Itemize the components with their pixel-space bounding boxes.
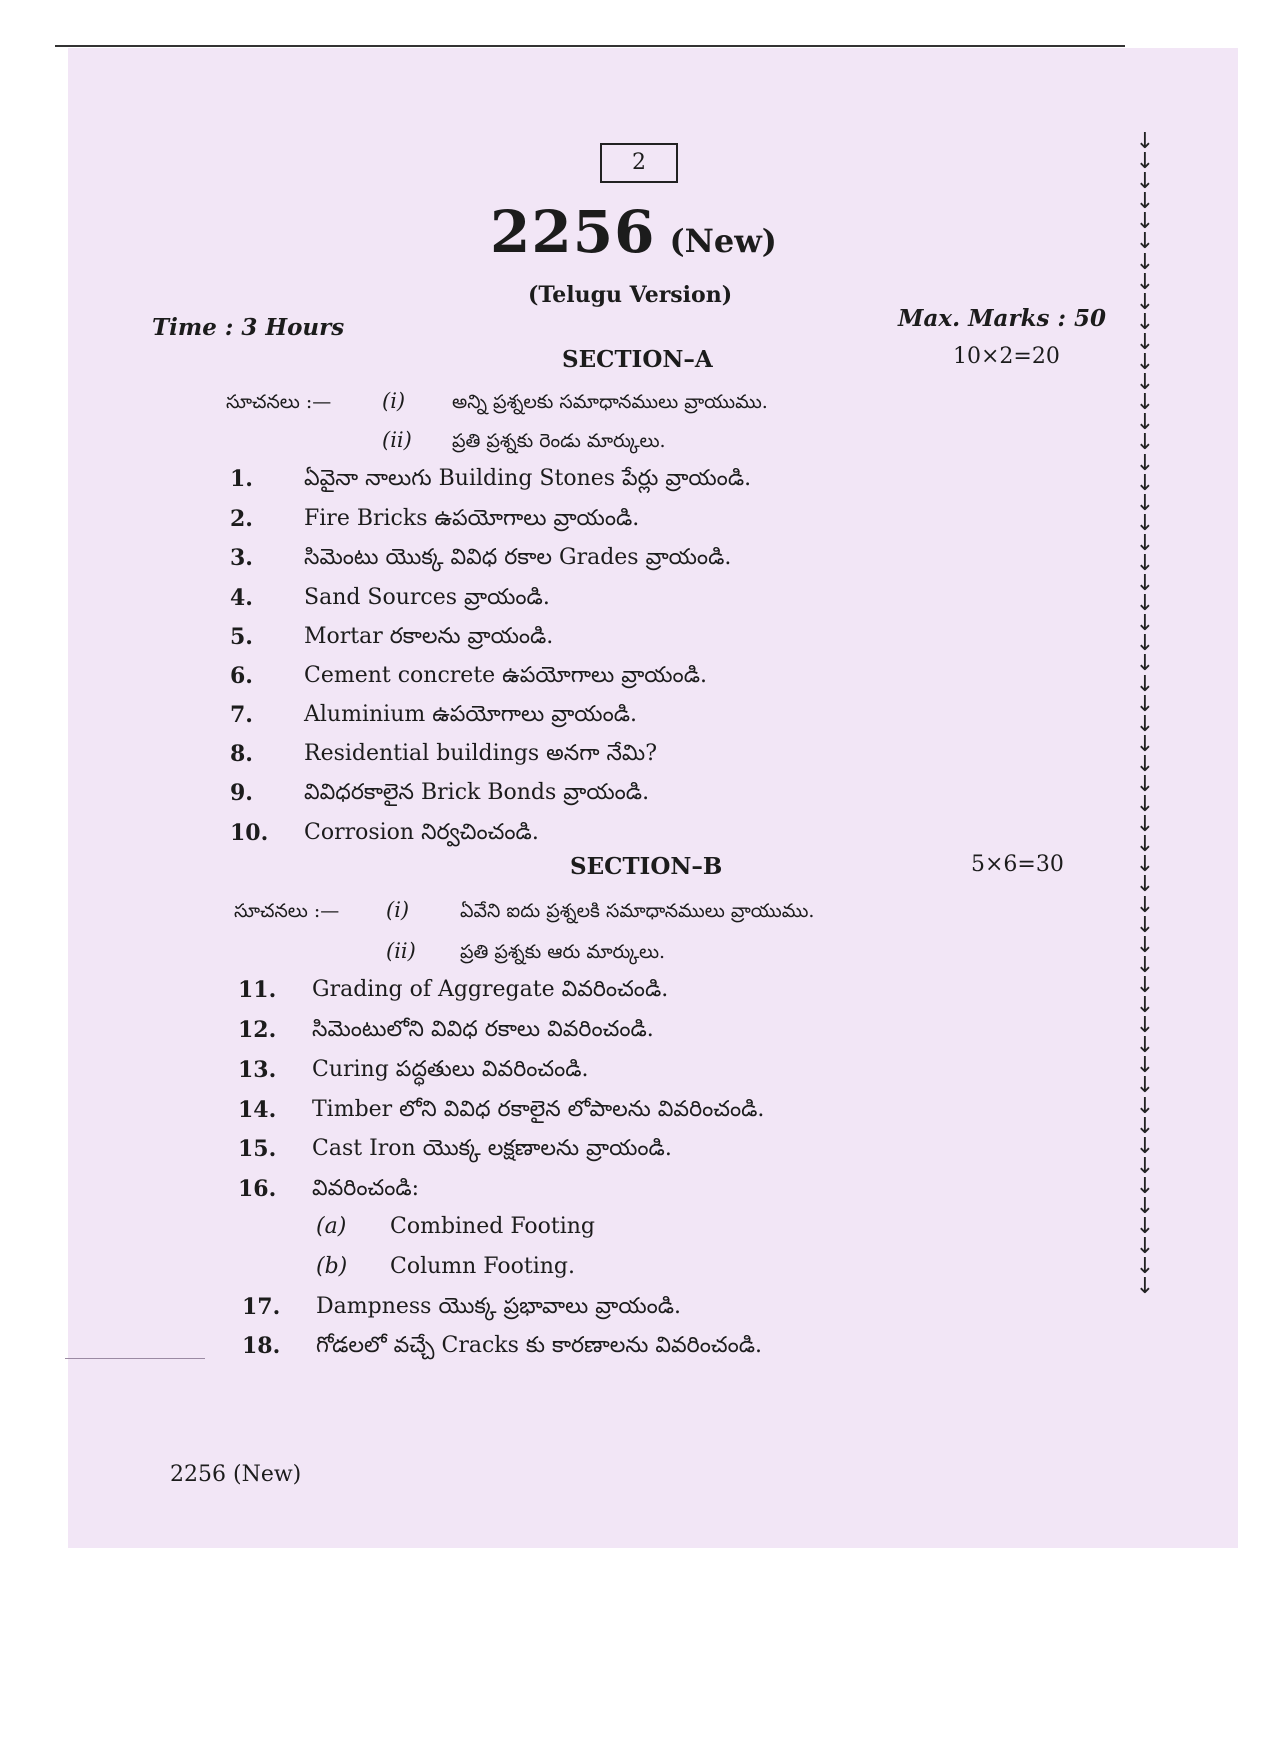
question-text: Cement concrete ఉపయోగాలు వ్రాయండి. [304, 663, 707, 688]
down-arrow-icon: ↓ [1135, 510, 1155, 536]
section-a-score: 10×2=20 [953, 344, 1060, 369]
down-arrow-icon: ↓ [1135, 591, 1155, 617]
question-number: 7. [230, 702, 253, 728]
paper-code [490, 198, 777, 266]
question-text: ఏవైనా నాలుగు Building Stones పేర్లు వ్రాయండి. [304, 466, 752, 491]
down-arrow-icon: ↓ [1135, 1254, 1155, 1280]
section-b-note-label: సూచనలు :— [234, 900, 340, 922]
down-arrow-icon: ↓ [1135, 792, 1155, 818]
section-a-note-num: (ii) [382, 428, 412, 452]
down-arrow-icon: ↓ [1135, 892, 1155, 918]
page-number-box: 2 [600, 143, 678, 183]
max-marks-label: Max. Marks : 50 [898, 305, 1106, 332]
down-arrow-icon: ↓ [1135, 149, 1155, 175]
down-arrow-icon: ↓ [1135, 470, 1155, 496]
down-arrow-icon: ↓ [1135, 350, 1155, 376]
question-number: 12. [238, 1017, 277, 1043]
question-number: 6. [230, 663, 253, 689]
question-text: Mortar రకాలను వ్రాయండి. [304, 624, 554, 649]
sub-item-label: (a) [316, 1214, 347, 1239]
down-arrow-icon: ↓ [1135, 1153, 1155, 1179]
paper-code-number: 2256 [490, 198, 656, 266]
question-number: 10. [230, 820, 269, 846]
down-arrow-icon: ↓ [1135, 209, 1155, 235]
down-arrow-icon: ↓ [1135, 651, 1155, 677]
down-arrow-icon: ↓ [1135, 731, 1155, 757]
section-b-note-text: ప్రతి ప్రశ్నకు ఆరు మార్కులు. [460, 941, 666, 963]
down-arrow-icon: ↓ [1135, 691, 1155, 717]
question-text: Cast Iron యొక్క లక్షణాలను వ్రాయండి. [312, 1136, 672, 1161]
question-text: Corrosion నిర్వచించండి. [304, 820, 539, 845]
question-text: సిమెంటు యొక్క వివిధ రకాల Grades వ్రాయండి. [304, 545, 732, 570]
question-text: Residential buildings అనగా నేమి? [304, 741, 657, 766]
question-number: 11. [238, 977, 277, 1003]
down-arrow-icon: ↓ [1135, 1073, 1155, 1099]
question-text: వివరించండి: [312, 1176, 420, 1201]
down-arrow-icon: ↓ [1135, 772, 1155, 797]
down-arrow-icon: ↓ [1135, 611, 1155, 637]
question-text: Dampness యొక్క ప్రభావాలు వ్రాయండి. [316, 1294, 682, 1319]
down-arrow-icon: ↓ [1135, 812, 1155, 838]
down-arrow-icon: ↓ [1135, 430, 1155, 456]
down-arrow-icon: ↓ [1135, 1093, 1155, 1119]
down-arrow-icon: ↓ [1135, 370, 1155, 396]
top-rule [55, 45, 1125, 47]
section-b-note-num: (i) [386, 898, 410, 922]
version-label: (Telugu Version) [528, 282, 733, 308]
section-a-title: SECTION–A [562, 346, 713, 373]
down-arrow-icon: ↓ [1135, 1033, 1155, 1059]
footer-paper-code: 2256 (New) [170, 1462, 302, 1487]
section-a-note-text: అన్ని ప్రశ్నలకు సమాధానములు వ్రాయుము. [452, 391, 768, 413]
question-number: 5. [230, 624, 253, 650]
question-number: 4. [230, 585, 253, 611]
question-text: గోడలలో వచ్చే Cracks కు కారణాలను వివరించండి. [316, 1333, 763, 1358]
stray-mark [65, 1358, 205, 1359]
margin-arrow-column [1130, 129, 1160, 1300]
section-a-note-label: సూచనలు :— [226, 391, 332, 413]
down-arrow-icon: ↓ [1135, 1214, 1155, 1240]
down-arrow-icon: ↓ [1135, 1053, 1155, 1079]
down-arrow-icon: ↓ [1135, 631, 1155, 657]
time-label: Time : 3 Hours [152, 314, 345, 341]
question-number: 13. [238, 1057, 277, 1083]
down-arrow-icon: ↓ [1135, 972, 1155, 998]
down-arrow-icon: ↓ [1135, 129, 1155, 154]
down-arrow-icon: ↓ [1135, 932, 1155, 958]
question-number: 15. [238, 1136, 277, 1162]
down-arrow-icon: ↓ [1135, 490, 1155, 516]
down-arrow-icon: ↓ [1135, 852, 1155, 878]
paper-code-tag: (New) [669, 222, 777, 260]
question-text: Aluminium ఉపయోగాలు వ్రాయండి. [304, 702, 638, 727]
question-number: 3. [230, 545, 253, 571]
down-arrow-icon: ↓ [1135, 249, 1155, 275]
question-text: Grading of Aggregate వివరించండి. [312, 977, 669, 1002]
down-arrow-icon: ↓ [1135, 1013, 1155, 1039]
down-arrow-icon: ↓ [1135, 751, 1155, 777]
down-arrow-icon: ↓ [1135, 450, 1155, 476]
down-arrow-icon: ↓ [1135, 671, 1155, 697]
down-arrow-icon: ↓ [1135, 952, 1155, 978]
down-arrow-icon: ↓ [1135, 269, 1155, 295]
down-arrow-icon: ↓ [1135, 550, 1155, 576]
down-arrow-icon: ↓ [1135, 872, 1155, 898]
sub-item-label: (b) [316, 1254, 348, 1279]
question-number: 17. [242, 1294, 281, 1320]
down-arrow-icon: ↓ [1135, 329, 1155, 355]
down-arrow-icon: ↓ [1135, 1274, 1155, 1300]
down-arrow-icon: ↓ [1135, 530, 1155, 556]
section-a-note-num: (i) [382, 389, 406, 413]
down-arrow-icon: ↓ [1135, 993, 1155, 1019]
down-arrow-icon: ↓ [1135, 1173, 1155, 1199]
down-arrow-icon: ↓ [1135, 1193, 1155, 1219]
question-number: 9. [230, 780, 253, 806]
section-b-note-num: (ii) [386, 939, 416, 963]
sub-item-text: Combined Footing [390, 1214, 596, 1239]
down-arrow-icon: ↓ [1135, 229, 1155, 255]
section-b-score: 5×6=30 [971, 852, 1064, 877]
down-arrow-icon: ↓ [1135, 289, 1155, 315]
question-text: Fire Bricks ఉపయోగాలు వ్రాయండి. [304, 506, 640, 531]
section-b-note-text: ఏవేని ఐదు ప్రశ్నలకి సమాధానములు వ్రాయుము. [460, 900, 815, 922]
question-number: 2. [230, 506, 253, 532]
down-arrow-icon: ↓ [1135, 1133, 1155, 1159]
question-text: Timber లోని వివిధ రకాలైన లోపాలను వివరించండి. [312, 1097, 765, 1122]
down-arrow-icon: ↓ [1135, 410, 1155, 436]
down-arrow-icon: ↓ [1135, 189, 1155, 215]
down-arrow-icon: ↓ [1135, 1234, 1155, 1260]
down-arrow-icon: ↓ [1135, 390, 1155, 416]
question-number: 1. [230, 466, 253, 492]
section-a-note-text: ప్రతి ప్రశ్నకు రెండు మార్కులు. [452, 430, 666, 452]
question-text: Curing పద్ధతులు వివరించండి. [312, 1057, 589, 1082]
question-number: 16. [238, 1176, 277, 1202]
down-arrow-icon: ↓ [1135, 912, 1155, 938]
question-number: 14. [238, 1097, 277, 1123]
down-arrow-icon: ↓ [1135, 711, 1155, 737]
down-arrow-icon: ↓ [1135, 169, 1155, 195]
question-number: 8. [230, 741, 253, 767]
sub-item-text: Column Footing. [390, 1254, 575, 1279]
down-arrow-icon: ↓ [1135, 832, 1155, 858]
section-b-title: SECTION–B [570, 853, 723, 880]
question-text: వివిధరకాలైన Brick Bonds వ్రాయండి. [304, 780, 650, 805]
down-arrow-icon: ↓ [1135, 1113, 1155, 1139]
down-arrow-icon: ↓ [1135, 571, 1155, 597]
down-arrow-icon: ↓ [1135, 309, 1155, 335]
question-number: 18. [242, 1333, 281, 1359]
question-text: సిమెంటులోని వివిధ రకాలు వివరించండి. [312, 1017, 654, 1042]
question-text: Sand Sources వ్రాయండి. [304, 585, 550, 610]
